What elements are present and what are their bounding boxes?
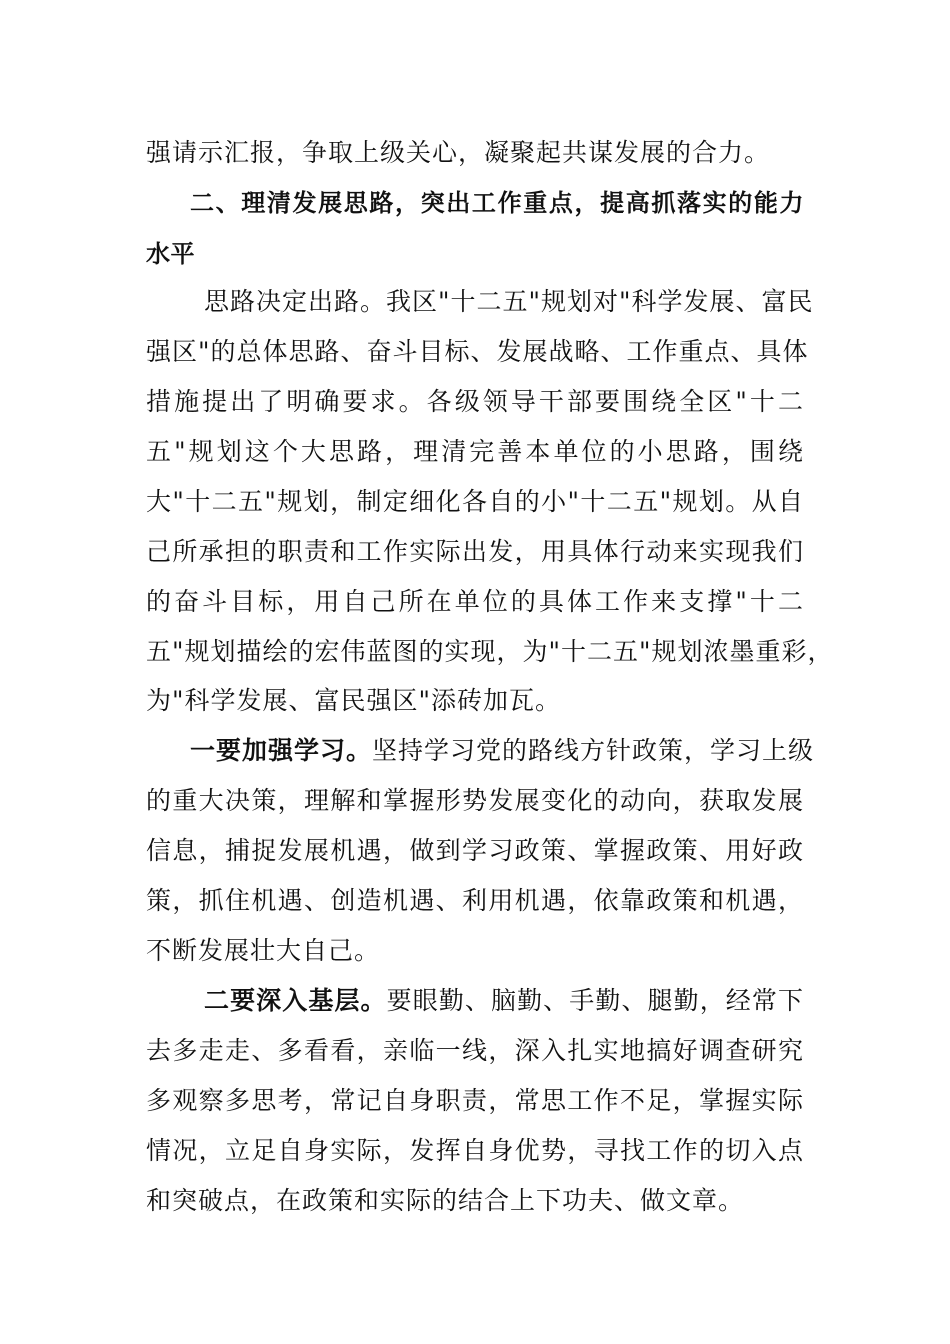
- paragraph-2-first-line: [190, 734, 815, 768]
- paragraph-2-lead: 一要加强学习。: [190, 736, 373, 765]
- paragraph-2-line: 策，抓住机遇、创造机遇、利用机遇，依靠政策和机遇，: [146, 886, 804, 915]
- section-heading-line-1: 二、理清发展思路，突出工作重点，提高抓落实的能力: [190, 189, 804, 217]
- paragraph-1-line: 为"科学发展、富民强区"添砖加瓦。: [146, 686, 561, 715]
- paragraph-2-first-line-text: 坚持学习党的路线方针政策，学习上级: [372, 736, 815, 765]
- paragraph-1-line: 措施提出了明确要求。各级领导干部要围绕全区"十二: [146, 387, 804, 416]
- paragraph-3-first-line: [204, 984, 804, 1018]
- paragraph-1-line: 思路决定出路。我区"十二五"规划对"科学发展、富民: [204, 287, 814, 316]
- paragraph-3-line: 和突破点，在政策和实际的结合上下功夫、做文章。: [146, 1186, 745, 1215]
- continued-paragraph-line: 强请示汇报，争取上级关心，凝聚起共谋发展的合力。: [146, 138, 771, 167]
- paragraph-2-line: 不断发展壮大自己。: [146, 936, 381, 965]
- paragraph-1-line: 强区"的总体思路、奋斗目标、发展战略、工作重点、具体: [146, 337, 809, 366]
- paragraph-2-line: 信息，捕捉发展机遇，做到学习政策、掌握政策、用好政: [146, 836, 804, 865]
- paragraph-3-line: 去多走走、多看看，亲临一线，深入扎实地搞好调查研究: [146, 1036, 804, 1065]
- paragraph-3-first-line-text: 要眼勤、脑勤、手勤、腿勤，经常下: [386, 986, 804, 1015]
- paragraph-1-line: 五"规划描绘的宏伟蓝图的实现，为"十二五"规划浓墨重彩，: [146, 637, 834, 666]
- paragraph-1-line: 五"规划这个大思路，理清完善本单位的小思路，围绕: [146, 437, 804, 466]
- section-heading-line-2: 水平: [146, 240, 195, 268]
- paragraph-1-line: 大"十二五"规划，制定细化各自的小"十二五"规划。从自: [146, 487, 804, 516]
- paragraph-1-line: 己所承担的职责和工作实际出发，用具体行动来实现我们: [146, 537, 804, 566]
- paragraph-1-line: 的奋斗目标，用自己所在单位的具体工作来支撑"十二: [146, 587, 804, 616]
- paragraph-3-line: 情况，立足自身实际，发挥自身优势，寻找工作的切入点: [146, 1136, 804, 1165]
- paragraph-3-lead: 二要深入基层。: [204, 986, 387, 1015]
- paragraph-2-line: 的重大决策，理解和掌握形势发展变化的动向，获取发展: [146, 786, 804, 815]
- paragraph-3-line: 多观察多思考，常记自身职责，常思工作不足，掌握实际: [146, 1086, 804, 1115]
